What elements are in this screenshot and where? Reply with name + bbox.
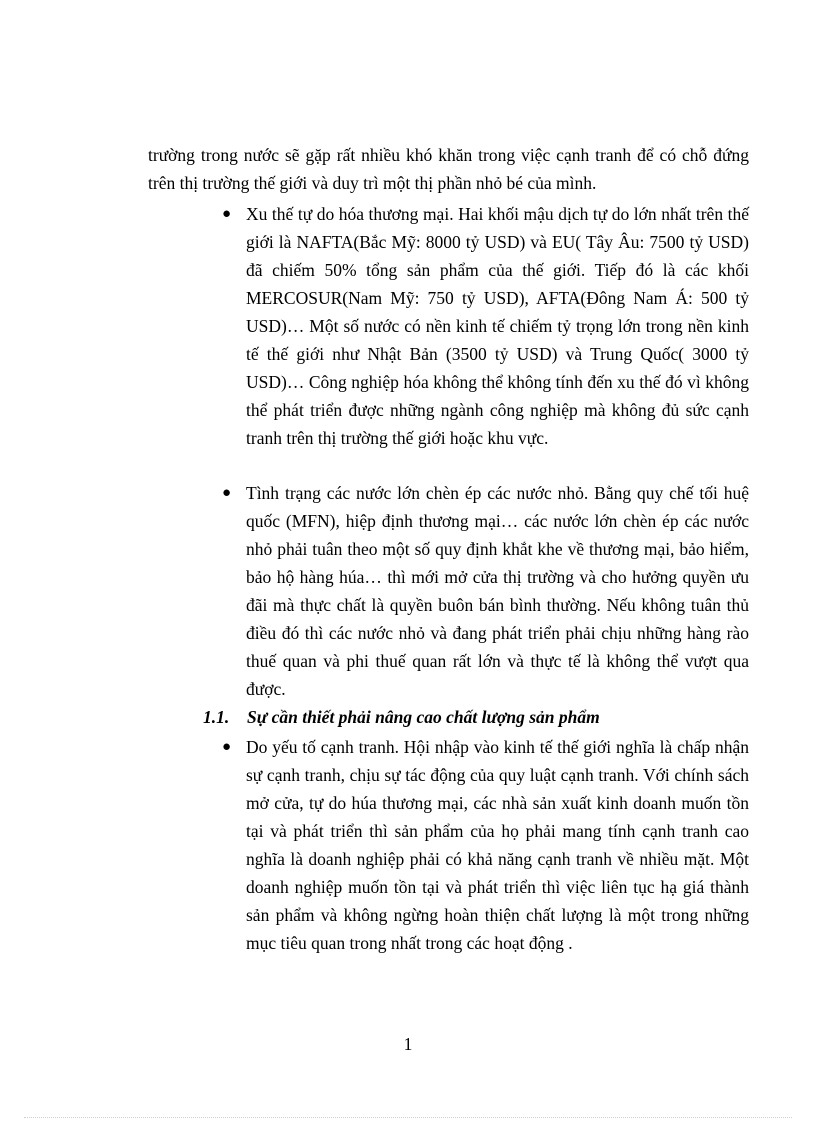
intro-paragraph: trường trong nước sẽ gặp rất nhiều khó khăn trong việc cạnh tranh để có chỗ đứng trên thị trường thế giới và duy trì một thị phần nhỏ bé của mình. [148, 145, 749, 193]
bullet-icon: ● [222, 206, 232, 222]
page-number: 1 [403, 1034, 413, 1054]
section-heading-number: 1.1. [203, 707, 230, 727]
bullet-icon: ● [222, 485, 232, 501]
bullet-icon: ● [222, 739, 232, 755]
section-heading-title: Sự cần thiết phải nâng cao chất lượng sản phẩm [247, 707, 600, 727]
section-heading [203, 703, 749, 731]
bullet-item-competition-factor: Do yếu tố cạnh tranh. Hội nhập vào kinh tế thế giới nghĩa là chấp nhận sự cạnh tranh, chịu sự tác động của quy luật cạnh tranh. Với chính sách mở cửa, tự do húa thương mại, các nhà sản xuất kinh doanh muốn tồn tại và phát triển thì sản phẩm của họ phải mang tính cạnh tranh cao nghĩa là doanh nghiệp phải có khả năng cạnh tranh về nhiều mặt. Một doanh nghiệp muốn tồn tại và phát triển thì việc liên tục hạ giá thành sản phẩm và không ngừng hoàn thiện chất lượng là một trong những mục tiêu quan trong nhất trong các hoạt động . [246, 737, 749, 953]
bullet-item-large-vs-small-countries: Tình trạng các nước lớn chèn ép các nước nhỏ. Bằng quy chế tối huệ quốc (MFN), hiệp định thương mại… các nước lớn chèn ép các nước nhỏ phải tuân theo một số quy định khắt khe về thương mại, bảo hiểm, bảo hộ hàng húa… thì mới mở cửa thị trường và cho hưởng quyền ưu đãi mà thực chất là quyền buôn bán bình thường. Nếu không tuân thủ điều đó thì các nước nhỏ và đang phát triển phải chịu những hàng rào thuế quan và phi thuế quan rất lớn và thực tế là không thể vượt qua được. [246, 483, 749, 699]
bullet-item-trade-liberalization: Xu thế tự do hóa thương mại. Hai khối mậu dịch tự do lớn nhất trên thế giới là NAFTA(Bắc Mỹ: 8000 tỷ USD) và EU( Tây Âu: 7500 tỷ USD) đã chiếm 50% tổng sản phẩm của thế giới. Tiếp đó là các khối MERCOSUR(Nam Mỹ: 750 tỷ USD), AFTA(Đông Nam Á: 500 tỷ USD)… Một số nước có nền kinh tế chiếm tỷ trọng lớn trong nền kinh tế thế giới như Nhật Bản (3500 tỷ USD) và Trung Quốc( 3000 tỷ USD)… Công nghiệp hóa không thể không tính đến xu thế đó vì không thể phát triển được những ngành công nghiệp mà không đủ sức cạnh tranh trên thị trường thế giới hoặc khu vực. [246, 204, 749, 448]
page-bottom-border [24, 1117, 792, 1118]
